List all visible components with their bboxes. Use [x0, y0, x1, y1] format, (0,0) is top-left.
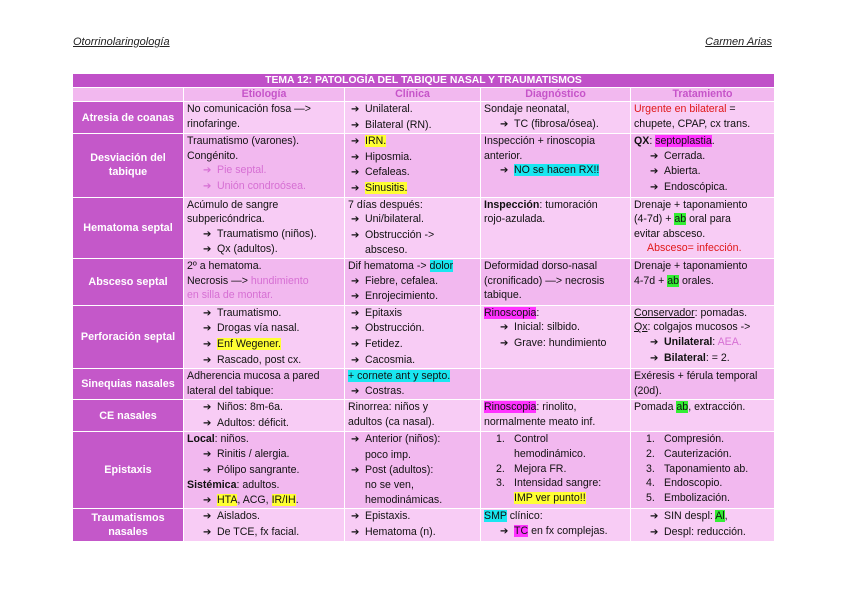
- pink-text: AEA.: [717, 335, 742, 348]
- author-header: Carmen Arias: [705, 36, 772, 48]
- numbered-line: [634, 462, 771, 477]
- numbered-line: [484, 432, 627, 447]
- bullet-line: ➔ Bilateral (RN).: [348, 118, 477, 134]
- clinica-cell: [345, 197, 481, 258]
- bullet-line: ➔ Qx (adultos).: [187, 242, 341, 258]
- bullet-line: ➔ Abierta.: [634, 164, 771, 180]
- bullet-line: [634, 351, 771, 367]
- tratamiento-cell: [631, 197, 775, 258]
- bullet-line: ➔ Despl: reducción.: [634, 525, 771, 541]
- text-span: orales.: [679, 274, 714, 287]
- bullet-line: ➔ Grave: hundimiento: [484, 336, 627, 352]
- highlight: + cornete ant y septo.: [348, 370, 451, 383]
- text-span: : niños.: [214, 433, 249, 446]
- text-line: lateral del tabique:: [187, 384, 274, 397]
- col-diagnostico: Diagnóstico: [481, 88, 631, 102]
- highlight: ab: [674, 213, 687, 226]
- text-span: =: [726, 103, 736, 115]
- text-line: [187, 432, 341, 447]
- bullet-line: [634, 509, 771, 525]
- bullet-line: ➔ Traumatismo (niños).: [187, 227, 341, 243]
- bullet-line: ➔ Hiposmia.: [348, 150, 477, 166]
- etiologia-cell: [184, 197, 345, 258]
- text-line: No comunicación fosa —>: [187, 103, 311, 115]
- text-span: 4-7d +: [634, 274, 668, 287]
- etiologia-cell: [184, 102, 345, 134]
- diagnostico-cell: [481, 197, 631, 258]
- text-line: anterior.: [484, 149, 523, 162]
- etiologia-cell: [184, 369, 345, 400]
- text-span: en fx complejas.: [528, 525, 608, 538]
- text-line: adultos (ca nasal).: [348, 415, 435, 428]
- text-span: :: [649, 135, 656, 148]
- bullet-line: ➔ Obstrucción.: [348, 321, 477, 337]
- text-line: Adherencia mucosa a pared: [187, 370, 320, 383]
- text-line: (20d).: [634, 384, 662, 397]
- col-tratamiento: Tratamiento: [631, 88, 775, 102]
- text-span: clínico:: [506, 510, 543, 523]
- etiologia-cell: [184, 509, 345, 541]
- text-line: subpericóndrica.: [187, 213, 265, 226]
- etiologia-cell: [184, 432, 345, 509]
- highlight: ab: [667, 274, 680, 287]
- row-label: Absceso septal: [73, 258, 184, 305]
- bullet-line: ➔ Pie septal.: [187, 163, 341, 179]
- bold-label: Bilateral: [664, 351, 706, 364]
- text-span: ,: [724, 510, 728, 523]
- row-label: CE nasales: [73, 400, 184, 432]
- text-span: :: [712, 335, 718, 348]
- list-number: 1.: [496, 433, 505, 446]
- underlined-label: Conservador: [634, 306, 695, 319]
- bullet-line: ➔ Cerrada.: [634, 149, 771, 165]
- etiologia-cell: [184, 258, 345, 305]
- underlined-label: Qx: [634, 321, 648, 334]
- text-span: SIN despl:: [664, 510, 716, 523]
- corner-cell: [73, 88, 184, 102]
- bullet-line: [634, 335, 771, 351]
- text-line: en silla de montar.: [187, 289, 273, 302]
- text-span: , extracción.: [688, 401, 746, 414]
- highlight: Rinoscopia: [484, 401, 537, 414]
- bullet-line: ➔ Fiebre, cefalea.: [348, 274, 477, 290]
- text-line: [634, 320, 771, 335]
- table-row: [73, 134, 775, 197]
- text-line: [634, 134, 771, 149]
- table-row: [73, 197, 775, 258]
- bullet-line: ➔ Adultos: déficit.: [187, 416, 341, 432]
- bullet-line: ➔ Rascado, post cx.: [187, 353, 341, 369]
- text-line: evitar absceso.: [634, 227, 706, 240]
- list-number: 2.: [646, 448, 655, 461]
- text-line: Inspección + rinoscopia: [484, 135, 596, 148]
- bullet-line: [484, 524, 627, 540]
- summary-table: [72, 73, 775, 542]
- etiologia-cell: [184, 134, 345, 197]
- text-span: .: [711, 135, 715, 148]
- highlight: Al: [715, 510, 725, 523]
- text-line: rinofaringe.: [187, 117, 240, 130]
- text-line: tabique.: [484, 289, 522, 302]
- table-title: TEMA 12: PATOLOGÍA DEL TABIQUE NASAL Y TRAUMATISMOS: [73, 74, 775, 88]
- clinica-cell: [345, 134, 481, 197]
- text-line: [634, 306, 771, 321]
- bold-label: Local: [187, 433, 215, 446]
- text-span: oral para: [686, 213, 731, 226]
- bullet-line: ➔ Endoscópica.: [634, 180, 771, 196]
- text-line: Drenaje + taponamiento: [634, 198, 748, 211]
- row-label: Perforación septal: [73, 305, 184, 368]
- clinica-cell: [345, 400, 481, 432]
- highlight: TC: [514, 525, 529, 538]
- text-line: hemodinámicas.: [365, 493, 443, 506]
- diagnostico-cell: [481, 102, 631, 134]
- bullet-line: ➔ Cefaleas.: [348, 165, 477, 181]
- text-line: [187, 478, 341, 493]
- text-line: [348, 369, 477, 384]
- numbered-line: [634, 447, 771, 462]
- bullet-line: ➔ Uni/bilateral.: [348, 212, 477, 228]
- clinica-cell: [345, 509, 481, 541]
- text-span: : = 2.: [705, 351, 730, 364]
- bullet-line: [348, 134, 477, 150]
- diagnostico-cell: [481, 258, 631, 305]
- highlight: NO se hacen RX!!: [514, 164, 600, 177]
- table-row: [73, 432, 775, 509]
- bullet-line: ➔ Aislados.: [187, 509, 341, 525]
- text-line: rojo-azulada.: [484, 213, 546, 226]
- text-span: : pomadas.: [694, 306, 748, 319]
- diagnostico-cell: [481, 509, 631, 541]
- text-line: Deformidad dorso-nasal: [484, 259, 598, 272]
- bullet-line: ➔ Fetidez.: [348, 337, 477, 353]
- bold-label: QX: [634, 135, 650, 148]
- clinica-cell: [345, 102, 481, 134]
- text-span: Embolización.: [664, 491, 730, 504]
- highlight: HTA: [217, 493, 238, 506]
- bullet-line: ➔ Pólipo sangrante.: [187, 463, 341, 479]
- tratamiento-cell: [631, 369, 775, 400]
- bullet-line: [187, 337, 341, 353]
- text-span: Necrosis —>: [187, 274, 251, 287]
- highlight: septoplastia: [655, 135, 712, 148]
- list-number: 2.: [496, 462, 505, 475]
- pink-text: hundimiento: [250, 274, 309, 287]
- text-line: [484, 400, 627, 415]
- bullet-line: ➔ Hematoma (n).: [348, 525, 477, 541]
- text-line: [484, 491, 627, 506]
- highlight: IR/IH: [271, 493, 296, 506]
- text-line: [348, 259, 477, 274]
- bullet-line: ➔ TC (fibrosa/ósea).: [484, 117, 627, 133]
- text-span: (4-7d) +: [634, 213, 675, 226]
- subject-header: Otorrinolaringología: [73, 36, 170, 48]
- numbered-line: [484, 476, 627, 491]
- diagnostico-cell: [481, 134, 631, 197]
- highlight: Rinoscopia: [484, 306, 537, 319]
- highlight: Enf Wegener.: [217, 337, 281, 350]
- tratamiento-cell: [631, 509, 775, 541]
- tratamiento-cell: [631, 305, 775, 368]
- table-row: [73, 305, 775, 368]
- col-etiologia: Etiología: [184, 88, 345, 102]
- text-line: absceso.: [365, 244, 408, 257]
- text-span: Endoscopio.: [664, 477, 723, 490]
- bullet-line: [484, 163, 627, 179]
- bold-label: Unilateral: [664, 335, 713, 348]
- diagnostico-cell: [481, 432, 631, 509]
- text-span: :: [536, 306, 540, 319]
- text-line: Rinorrea: niños y: [348, 401, 429, 414]
- text-line: normalmente meato inf.: [484, 415, 596, 428]
- numbered-line: [634, 432, 771, 447]
- etiologia-cell: [184, 400, 345, 432]
- row-label: Desviación del tabique: [73, 134, 184, 197]
- text-line: Acúmulo de sangre: [187, 198, 279, 211]
- table-row: [73, 509, 775, 541]
- bullet-line: ➔ Rinitis / alergia.: [187, 447, 341, 463]
- bullet-line: ➔ Unilateral.: [348, 102, 477, 118]
- bullet-line: ➔ Epitaxis: [348, 306, 477, 322]
- list-number: 3.: [496, 477, 505, 490]
- bullet-line: [187, 493, 341, 509]
- text-line: Drenaje + taponamiento: [634, 259, 748, 272]
- tratamiento-cell: [631, 432, 775, 509]
- text-line: 7 días después:: [348, 198, 423, 211]
- text-line: [484, 306, 627, 321]
- table-row: [73, 102, 775, 134]
- text-span: : rinolito,: [536, 401, 577, 414]
- bullet-line: ➔ De TCE, fx facial.: [187, 525, 341, 541]
- row-label: Epistaxis: [73, 432, 184, 509]
- text-line: 2º a hematoma.: [187, 259, 262, 272]
- bullet-line: ➔ Enrojecimiento.: [348, 289, 477, 305]
- text-line: (cronificado) —> necrosis: [484, 274, 605, 287]
- clinica-cell: [345, 369, 481, 400]
- bullet-line: ➔ Inicial: silbido.: [484, 320, 627, 336]
- numbered-line: [634, 476, 771, 491]
- highlight: ab: [676, 401, 689, 414]
- text-line: Congénito.: [187, 149, 239, 162]
- text-line: [484, 509, 627, 524]
- text-span: Cauterización.: [664, 448, 732, 461]
- text-line: [187, 274, 341, 289]
- text-span: .: [295, 493, 299, 506]
- clinica-cell: [345, 305, 481, 368]
- tratamiento-cell: [631, 102, 775, 134]
- tratamiento-cell: [631, 134, 775, 197]
- bullet-line: ➔ Cacosmia.: [348, 353, 477, 369]
- row-label: Hematoma septal: [73, 197, 184, 258]
- bold-label: Sistémica: [187, 479, 237, 492]
- table-row: [73, 258, 775, 305]
- table-row: [73, 400, 775, 432]
- diagnostico-cell: [481, 369, 631, 400]
- text-span: : tumoración: [539, 198, 598, 211]
- text-line: poco imp.: [365, 449, 411, 462]
- text-span: Intensidad sangre:: [514, 477, 602, 490]
- table-row: [73, 369, 775, 400]
- tratamiento-cell: [631, 258, 775, 305]
- text-span: Mejora FR.: [514, 462, 567, 475]
- bullet-line: ➔ Obstrucción ->: [348, 228, 477, 244]
- text-line: chupete, CPAP, cx trans.: [634, 117, 751, 130]
- row-label: Atresia de coanas: [73, 102, 184, 134]
- bold-label: Inspección: [484, 198, 540, 211]
- text-span: Compresión.: [664, 433, 725, 446]
- urgent-text: Urgente en bilateral: [634, 103, 727, 115]
- clinica-cell: [345, 258, 481, 305]
- list-number: 4.: [646, 477, 655, 490]
- text-span: Dif hematoma ->: [348, 259, 430, 272]
- list-number: 3.: [646, 462, 655, 475]
- bullet-line: [348, 181, 477, 197]
- bullet-line: ➔ Anterior (niños):: [348, 432, 477, 448]
- text-line: [484, 198, 627, 213]
- text-line: hemodinámico.: [514, 448, 586, 461]
- list-number: 5.: [646, 491, 655, 504]
- warning-line: Absceso= infección.: [647, 242, 742, 255]
- diagnostico-cell: [481, 305, 631, 368]
- numbered-line: [634, 491, 771, 506]
- bullet-line: ➔ Niños: 8m-6a.: [187, 400, 341, 416]
- etiologia-cell: [184, 305, 345, 368]
- text-line: [634, 400, 771, 415]
- text-span: , ACG,: [237, 493, 272, 506]
- clinica-cell: [345, 432, 481, 509]
- tratamiento-cell: [631, 400, 775, 432]
- text-span: Taponamiento ab.: [664, 462, 749, 475]
- text-span: Pomada: [634, 401, 677, 414]
- text-span: : colgajos mucosos ->: [647, 321, 751, 334]
- highlight: SMP: [484, 510, 507, 523]
- row-label: Sinequias nasales: [73, 369, 184, 400]
- text-line: Sondaje neonatal,: [484, 103, 570, 115]
- highlight: IMP ver punto!!: [514, 491, 586, 504]
- text-line: no se ven,: [365, 479, 414, 492]
- text-line: [634, 212, 771, 227]
- bullet-line: ➔ Traumatismo.: [187, 306, 341, 322]
- bullet-line: ➔ Drogas vía nasal.: [187, 321, 341, 337]
- bullet-line: ➔ Unión condroósea.: [187, 179, 341, 195]
- diagnostico-cell: [481, 400, 631, 432]
- highlight: dolor: [429, 259, 454, 272]
- text-span: : adultos.: [236, 479, 280, 492]
- bullet-line: ➔ Epistaxis.: [348, 509, 477, 525]
- text-line: Traumatismo (varones).: [187, 135, 300, 148]
- col-clinica: Clínica: [345, 88, 481, 102]
- text-span: Control: [514, 433, 549, 446]
- text-line: [634, 102, 771, 117]
- row-label: Traumatismos nasales: [73, 509, 184, 541]
- bullet-line: ➔ Costras.: [348, 384, 477, 400]
- text-line: Exéresis + férula temporal: [634, 370, 758, 383]
- highlight: IRN.: [365, 135, 387, 148]
- highlight: Sinusitis.: [365, 181, 408, 194]
- list-number: 1.: [646, 433, 655, 446]
- bullet-line: ➔ Post (adultos):: [348, 463, 477, 479]
- text-line: [634, 274, 771, 289]
- numbered-line: [484, 462, 627, 477]
